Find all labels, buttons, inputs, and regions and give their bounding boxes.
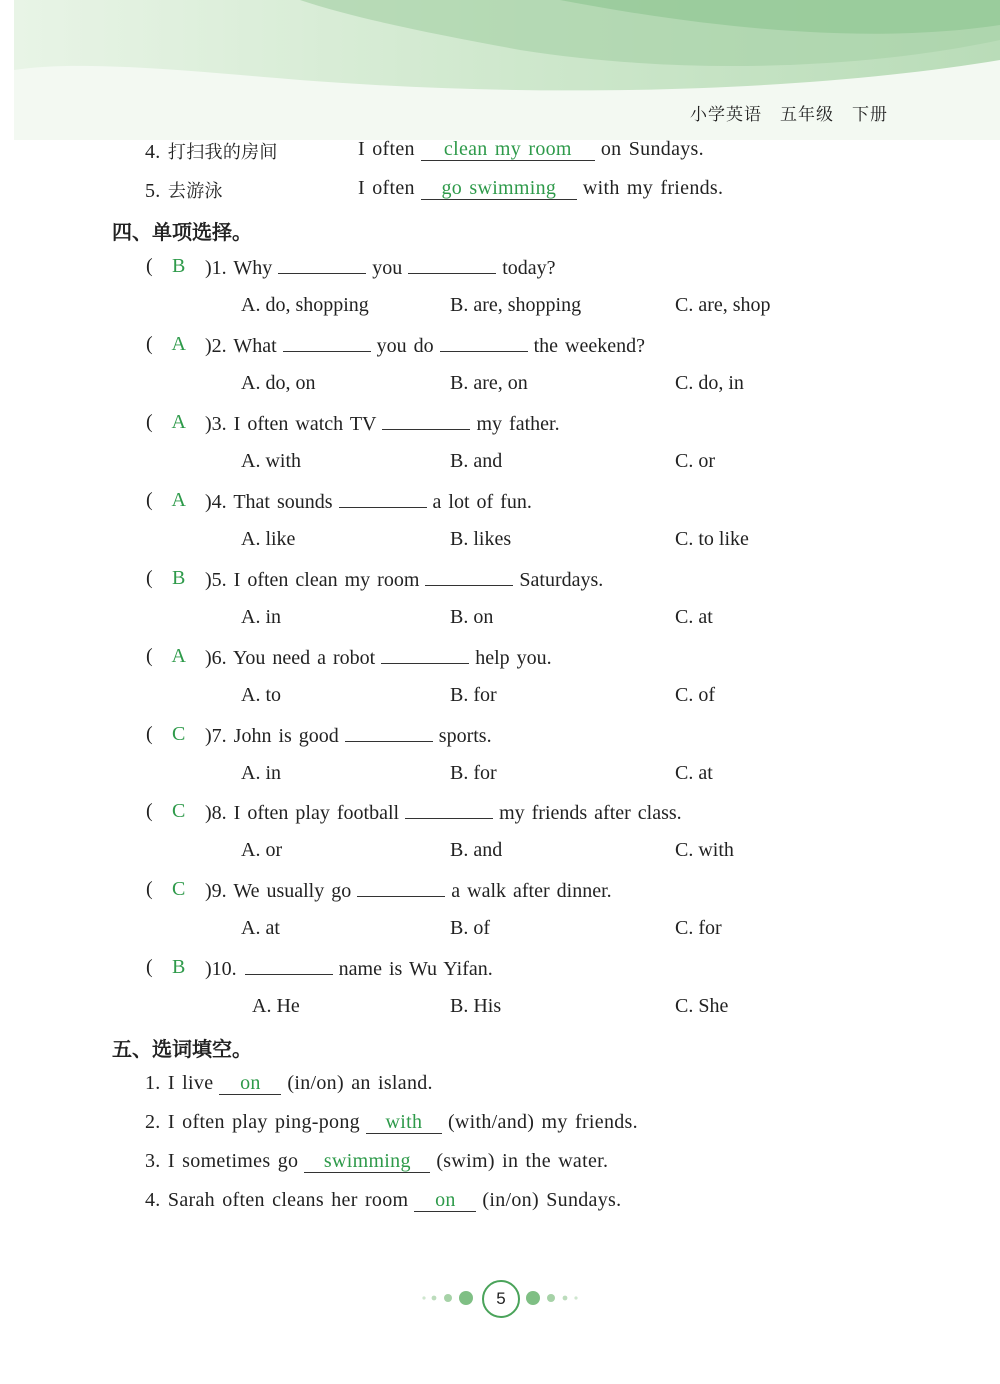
text-part: you do bbox=[376, 335, 434, 357]
question-number: )9. bbox=[205, 880, 227, 902]
q7-option-c: C. at bbox=[675, 762, 713, 784]
chinese-prompt: 打扫我的房间 bbox=[167, 142, 278, 163]
q8-option-a: A. or bbox=[241, 839, 283, 861]
answer-letter: A bbox=[171, 333, 186, 355]
text-part: the weekend? bbox=[533, 335, 646, 357]
q7-text bbox=[205, 723, 492, 748]
q4-option-a: A. like bbox=[241, 528, 296, 550]
q8-answer-paren: ( C bbox=[146, 800, 205, 823]
q10-answer-paren: ( B bbox=[146, 956, 205, 979]
answer-letter: C bbox=[172, 723, 186, 745]
q5-option-b: B. on bbox=[450, 606, 494, 628]
section-4-title: 四、单项选择。 bbox=[112, 220, 252, 244]
sentence-start: I sometimes go bbox=[167, 1150, 299, 1172]
sentence-end: with my friends. bbox=[582, 177, 724, 199]
q9-option-a: A. at bbox=[241, 917, 280, 939]
q1-answer-paren: ( B bbox=[146, 255, 205, 278]
q7-answer-paren: ( C bbox=[146, 723, 205, 746]
sentence-start: I often bbox=[358, 138, 415, 160]
q1-option-a: A. do, shopping bbox=[241, 294, 369, 316]
text-part: You need a robot bbox=[232, 647, 376, 669]
sentence-start: I live bbox=[167, 1072, 214, 1094]
q9-text bbox=[205, 878, 612, 903]
q10-text bbox=[205, 956, 493, 981]
q10-option-a: A. He bbox=[252, 995, 300, 1017]
s5-item-2 bbox=[145, 1111, 638, 1134]
text-part: name is Wu Yifan. bbox=[338, 958, 493, 980]
q10-option-c: C. She bbox=[675, 995, 729, 1017]
q8-option-c: C. with bbox=[675, 839, 734, 861]
answer-blank: on bbox=[219, 1072, 281, 1095]
q6-text bbox=[205, 645, 552, 670]
sentence-end: (swim) in the water. bbox=[436, 1150, 609, 1172]
q1-text bbox=[205, 255, 556, 280]
question-number: )3. bbox=[205, 413, 227, 435]
q3-answer-paren: ( A bbox=[146, 411, 205, 434]
text-part: Why bbox=[233, 257, 273, 279]
question-number: )5. bbox=[205, 569, 227, 591]
answer-letter: C bbox=[172, 800, 186, 822]
q6-option-a: A. to bbox=[241, 684, 281, 706]
item-number: 1. bbox=[145, 1072, 161, 1094]
text-part: sports. bbox=[438, 725, 492, 747]
blank bbox=[440, 333, 528, 352]
blank bbox=[408, 255, 496, 274]
s3-item-5 bbox=[145, 177, 223, 203]
s3-item-5-sentence bbox=[358, 177, 723, 200]
q2-answer-paren: ( A bbox=[146, 333, 205, 356]
text-part: What bbox=[233, 335, 277, 357]
text-part: I often play football bbox=[233, 802, 400, 824]
chinese-prompt: 去游泳 bbox=[167, 181, 223, 202]
question-number: )4. bbox=[205, 491, 227, 513]
blank bbox=[339, 489, 427, 508]
answer-letter: B bbox=[172, 567, 186, 589]
blank bbox=[425, 567, 513, 586]
item-number: 2. bbox=[145, 1111, 161, 1133]
sentence-start: Sarah often cleans her room bbox=[167, 1189, 409, 1211]
text-part: my father. bbox=[476, 413, 560, 435]
q2-option-a: A. do, on bbox=[241, 372, 316, 394]
q6-option-b: B. for bbox=[450, 684, 497, 706]
s3-item-4 bbox=[145, 138, 278, 164]
q1-option-c: C. are, shop bbox=[675, 294, 771, 316]
q4-text bbox=[205, 489, 532, 514]
q7-option-b: B. for bbox=[450, 762, 497, 784]
text-part: a walk after dinner. bbox=[451, 880, 612, 902]
blank bbox=[283, 333, 371, 352]
q8-text bbox=[205, 800, 682, 825]
answer-blank: go swimming bbox=[421, 177, 577, 200]
answer-letter: C bbox=[172, 878, 186, 900]
item-number: 4. bbox=[145, 1189, 161, 1211]
text-part: Saturdays. bbox=[519, 569, 604, 591]
question-number: )10. bbox=[205, 958, 237, 980]
sentence-end: (with/and) my friends. bbox=[447, 1111, 638, 1133]
text-part: We usually go bbox=[233, 880, 352, 902]
sentence-end: on Sundays. bbox=[600, 138, 704, 160]
blank bbox=[357, 878, 445, 897]
blank bbox=[381, 645, 469, 664]
q9-answer-paren: ( C bbox=[146, 878, 205, 901]
q4-answer-paren: ( A bbox=[146, 489, 205, 512]
text-part: John is good bbox=[233, 725, 339, 747]
text-part: my friends after class. bbox=[499, 802, 682, 824]
item-number: 4. bbox=[145, 141, 161, 163]
answer-letter: B bbox=[172, 956, 186, 978]
blank bbox=[345, 723, 433, 742]
s3-item-4-sentence bbox=[358, 138, 704, 161]
book-title: 小学英语 五年级 下册 bbox=[690, 105, 888, 125]
answer-blank: clean my room bbox=[421, 138, 595, 161]
answer-letter: A bbox=[171, 489, 186, 511]
q5-option-a: A. in bbox=[241, 606, 281, 628]
q6-answer-paren: ( A bbox=[146, 645, 205, 668]
q3-option-c: C. or bbox=[675, 450, 715, 472]
question-number: )8. bbox=[205, 802, 227, 824]
answer-blank: on bbox=[414, 1189, 476, 1212]
text-part: today? bbox=[502, 257, 556, 279]
text-part: a lot of fun. bbox=[432, 491, 532, 513]
q3-text bbox=[205, 411, 560, 436]
question-number: )2. bbox=[205, 335, 227, 357]
q8-option-b: B. and bbox=[450, 839, 503, 861]
q6-option-c: C. of bbox=[675, 684, 715, 706]
q3-option-b: B. and bbox=[450, 450, 503, 472]
s5-item-3 bbox=[145, 1150, 608, 1173]
q5-text bbox=[205, 567, 603, 592]
q4-option-b: B. likes bbox=[450, 528, 512, 550]
sentence-start: I often bbox=[358, 177, 415, 199]
text-part: help you. bbox=[475, 647, 552, 669]
s5-item-1 bbox=[145, 1072, 433, 1095]
q5-answer-paren: ( B bbox=[146, 567, 205, 590]
blank bbox=[278, 255, 366, 274]
answer-blank: swimming bbox=[304, 1150, 430, 1173]
answer-letter: A bbox=[171, 645, 186, 667]
q2-option-b: B. are, on bbox=[450, 372, 528, 394]
section-5-title: 五、选词填空。 bbox=[112, 1037, 252, 1061]
blank bbox=[382, 411, 470, 430]
q9-option-c: C. for bbox=[675, 917, 722, 939]
question-number: )6. bbox=[205, 647, 227, 669]
q7-option-a: A. in bbox=[241, 762, 281, 784]
page-number: 5 bbox=[482, 1280, 520, 1318]
answer-blank: with bbox=[366, 1111, 442, 1134]
blank bbox=[245, 956, 333, 975]
answer-letter: B bbox=[172, 255, 186, 277]
text-part: you bbox=[372, 257, 403, 279]
item-number: 5. bbox=[145, 180, 161, 202]
question-number: )1. bbox=[205, 257, 227, 279]
q1-option-b: B. are, shopping bbox=[450, 294, 582, 316]
answer-letter: A bbox=[171, 411, 186, 433]
text-part: That sounds bbox=[233, 491, 333, 513]
q3-option-a: A. with bbox=[241, 450, 301, 472]
sentence-end: (in/on) Sundays. bbox=[482, 1189, 622, 1211]
sentence-end: (in/on) an island. bbox=[287, 1072, 433, 1094]
q2-text bbox=[205, 333, 645, 358]
text-part: I often clean my room bbox=[233, 569, 420, 591]
q2-option-c: C. do, in bbox=[675, 372, 744, 394]
q5-option-c: C. at bbox=[675, 606, 713, 628]
sentence-start: I often play ping-pong bbox=[167, 1111, 360, 1133]
question-number: )7. bbox=[205, 725, 227, 747]
blank bbox=[405, 800, 493, 819]
item-number: 3. bbox=[145, 1150, 161, 1172]
text-part: I often watch TV bbox=[233, 413, 377, 435]
q4-option-c: C. to like bbox=[675, 528, 749, 550]
q10-option-b: B. His bbox=[450, 995, 502, 1017]
q9-option-b: B. of bbox=[450, 917, 490, 939]
s5-item-4 bbox=[145, 1189, 621, 1212]
